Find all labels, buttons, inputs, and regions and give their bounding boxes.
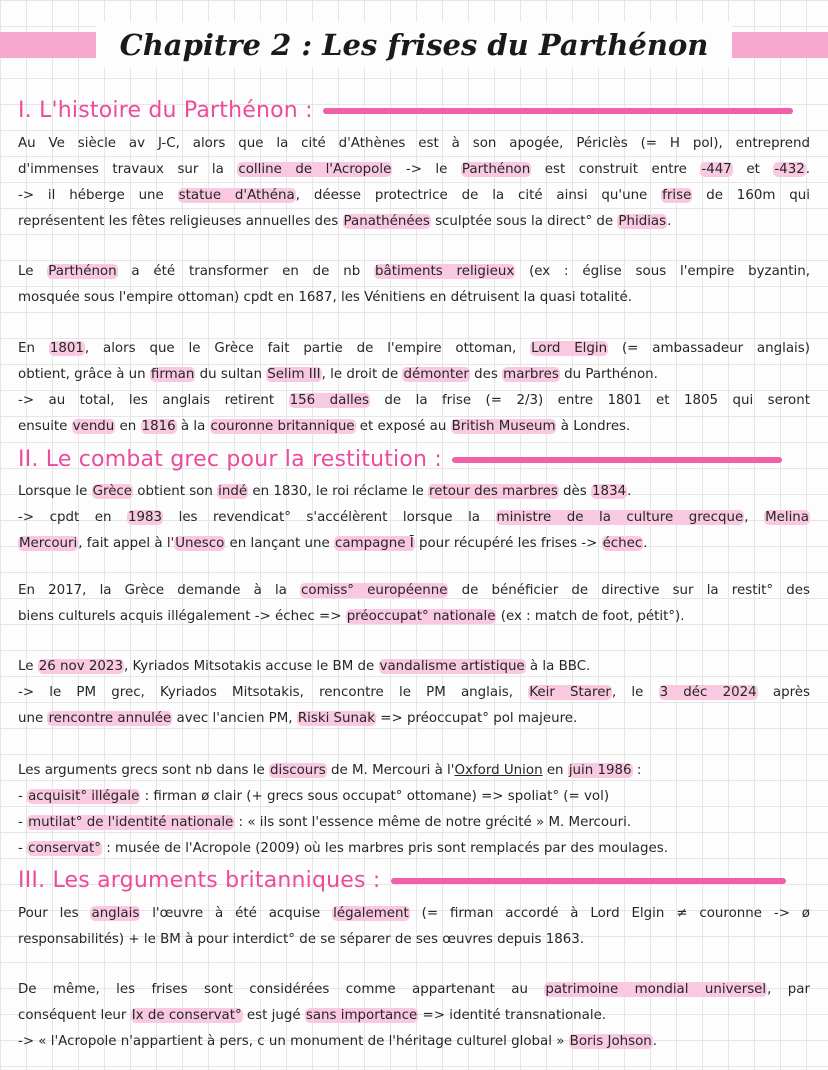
highlighted-text: Keir Starer xyxy=(529,685,611,700)
heading-underline xyxy=(323,108,793,114)
text-span: obtient son xyxy=(133,484,218,499)
text-line xyxy=(18,901,810,927)
text-line xyxy=(18,131,810,157)
text-span: , fait appel à l' xyxy=(78,536,175,551)
text-span: , par xyxy=(767,982,810,997)
highlighted-text: frise xyxy=(662,188,692,203)
text-span: des xyxy=(469,367,503,382)
highlighted-text: Unesco xyxy=(175,536,225,551)
text-span: , le xyxy=(611,685,659,700)
text-span: (= firman accordé à Lord Elgin ≠ couronne -> ø xyxy=(409,906,810,921)
paragraph xyxy=(18,259,810,311)
text-span: à la BBC. xyxy=(525,659,591,674)
underlined-text: Oxford Union xyxy=(454,763,543,778)
text-span: - xyxy=(18,841,28,856)
text-span: les revendicat° s'accélèrent lorsque la xyxy=(163,510,496,525)
highlighted-text: bâtiments religieux xyxy=(375,264,515,279)
highlighted-text: Lord Elgin xyxy=(531,341,608,356)
list-item xyxy=(18,836,810,862)
text-span: d'immenses travaux sur la xyxy=(18,162,238,177)
highlighted-text: ministre de la culture grecque xyxy=(496,510,744,525)
text-span: représentent les fêtes religieuses annuelles des xyxy=(18,214,343,229)
text-span: -> cpdt en xyxy=(18,510,127,525)
text-span: de bénéficier de directive sur la restit° des xyxy=(448,583,810,598)
text-span: Pour les xyxy=(18,906,91,921)
highlighted-text: statue d'Athéna xyxy=(178,188,295,203)
highlighted-text: 1816 xyxy=(141,419,176,434)
highlighted-text: retour des marbres xyxy=(429,484,558,499)
text-span: en xyxy=(115,419,141,434)
text-span: et xyxy=(732,162,774,177)
highlighted-text: acquisit° illégale xyxy=(28,789,140,804)
text-span: à la xyxy=(176,419,210,434)
text-line xyxy=(18,414,810,440)
paragraph xyxy=(18,654,810,732)
highlighted-text: conservat° xyxy=(28,841,101,856)
text-line xyxy=(18,1029,810,1055)
text-span: -> le PM grec, Kyriados Mitsotakis, rencontre le PM anglais, xyxy=(18,685,529,700)
highlighted-text: vendu xyxy=(72,419,115,434)
text-span: conséquent leur xyxy=(18,1008,131,1023)
paragraph xyxy=(18,758,810,862)
text-line xyxy=(18,209,810,235)
text-span: : « ils sont l'essence même de notre grécité » M. Mercouri. xyxy=(234,815,632,830)
highlighted-text: vandalisme artistique xyxy=(379,659,525,674)
text-line xyxy=(18,927,810,953)
section-heading-text: III. Les arguments britanniques : xyxy=(18,868,381,893)
text-line xyxy=(18,362,810,388)
text-span: en xyxy=(542,763,568,778)
text-line xyxy=(18,479,810,505)
highlighted-text: 1834 xyxy=(592,484,627,499)
list-item xyxy=(18,810,810,836)
text-line xyxy=(18,388,810,414)
text-span: -> le xyxy=(392,162,461,177)
text-line xyxy=(18,604,810,630)
text-span: -> il héberge une xyxy=(18,188,178,203)
text-line xyxy=(18,157,810,183)
text-span: (= ambassadeur anglais) xyxy=(608,341,810,356)
highlighted-text: comiss° européenne xyxy=(301,583,448,598)
highlighted-text: démonter xyxy=(403,367,469,382)
paragraph xyxy=(18,901,810,953)
text-line xyxy=(18,1003,810,1029)
text-line xyxy=(18,183,810,209)
text-span: . xyxy=(667,214,672,229)
highlighted-text: sans importance xyxy=(305,1008,418,1023)
text-line xyxy=(18,336,810,362)
highlighted-text: anglais xyxy=(91,906,140,921)
highlighted-text: Phidias xyxy=(618,214,667,229)
text-span: de 160m qui xyxy=(692,188,810,203)
highlighted-text: rencontre annulée xyxy=(48,711,172,726)
highlighted-text: patrimoine mondial universel xyxy=(545,982,767,997)
highlighted-text: Panathénées xyxy=(343,214,430,229)
highlighted-text: Melina xyxy=(765,510,809,525)
text-line xyxy=(18,758,810,784)
highlighted-text: campagne Ī xyxy=(334,536,414,551)
text-span: . xyxy=(643,536,648,551)
highlighted-text: marbres xyxy=(503,367,559,382)
text-span: , Kyriados Mitsotakis accuse le BM de xyxy=(123,659,379,674)
text-line xyxy=(18,706,810,732)
text-span: => identité transnationale. xyxy=(418,1008,607,1023)
text-span: en 1830, le roi réclame le xyxy=(248,484,428,499)
text-span: sculptée sous la direct° de xyxy=(430,214,618,229)
text-span: du sultan xyxy=(195,367,267,382)
highlighted-text: 1801 xyxy=(49,341,84,356)
text-span: : musée de l'Acropole (2009) où les marbres pris sont remplacés par des moulages. xyxy=(101,841,668,856)
highlighted-text: préoccupat° nationale xyxy=(346,609,496,624)
text-line xyxy=(18,259,810,285)
highlighted-text: mutilat° de l'identité nationale xyxy=(28,815,234,830)
section-heading-3 xyxy=(18,868,786,893)
text-span: . xyxy=(652,1034,658,1049)
highlighted-text: indé xyxy=(218,484,248,499)
section-heading-text: I. L'histoire du Parthénon : xyxy=(18,98,313,123)
highlighted-text: juin 1986 xyxy=(568,763,632,778)
text-span: avec l'ancien PM, xyxy=(172,711,297,726)
highlighted-text: firman xyxy=(150,367,195,382)
paragraph xyxy=(18,131,810,235)
paragraph xyxy=(18,336,810,440)
highlighted-text: -432 xyxy=(774,162,805,177)
highlighted-text: échec xyxy=(602,536,643,551)
text-span: - xyxy=(18,789,28,804)
text-span: . xyxy=(805,162,810,177)
text-span: , déesse protectrice de la cité ainsi qu'une xyxy=(295,188,662,203)
text-line xyxy=(18,531,810,557)
text-span: après xyxy=(757,685,810,700)
highlighted-text: discours xyxy=(270,763,326,778)
text-span: En xyxy=(18,341,49,356)
highlighted-text: 3 déc 2024 xyxy=(659,685,757,700)
text-line xyxy=(18,977,810,1003)
highlighted-text: 156 dalles xyxy=(289,393,369,408)
title-bar xyxy=(0,22,828,68)
text-span: , xyxy=(744,510,765,525)
text-span: a été transformer en de nb xyxy=(117,264,375,279)
text-span: mosquée sous l'empire ottoman) cpdt en 1687, les Vénitiens en détruisent la quasi totalité. xyxy=(18,290,632,305)
text-span: et exposé au xyxy=(355,419,451,434)
highlighted-text: Grèce xyxy=(92,484,133,499)
text-span: (ex : église sous l'empire byzantin, xyxy=(515,264,810,279)
highlighted-text: Ix de conservat° xyxy=(131,1008,242,1023)
highlighted-text: -447 xyxy=(701,162,732,177)
text-span: => préoccupat° pol majeure. xyxy=(376,711,578,726)
highlighted-text: Parthénon xyxy=(461,162,531,177)
highlighted-text: Boris Johson xyxy=(569,1034,652,1049)
text-span: dès xyxy=(558,484,592,499)
text-span: est construit entre xyxy=(531,162,701,177)
paragraph xyxy=(18,578,810,630)
page-title: Chapitre 2 : Les frises du Parthénon xyxy=(96,22,732,68)
text-span: de la frise (= 2/3) entre 1801 et 1805 qui seront xyxy=(369,393,810,408)
paragraph xyxy=(18,977,810,1055)
text-span: est jugé xyxy=(242,1008,305,1023)
text-span: Lorsque le xyxy=(18,484,92,499)
heading-underline xyxy=(391,878,786,884)
section-heading-2 xyxy=(18,447,782,472)
text-span: Les arguments grecs sont nb dans le xyxy=(18,763,270,778)
text-span: à Londres. xyxy=(556,419,631,434)
text-span: pour récupéré les frises -> xyxy=(414,536,602,551)
text-span: Le xyxy=(18,264,48,279)
text-line xyxy=(18,654,810,680)
section-heading-text: II. Le combat grec pour la restitution : xyxy=(18,447,442,472)
highlighted-text: British Museum xyxy=(451,419,556,434)
text-span: en lançant une xyxy=(225,536,334,551)
highlighted-text: colline de l'Acropole xyxy=(238,162,392,177)
text-span: ensuite xyxy=(18,419,72,434)
text-span: -> au total, les anglais retirent xyxy=(18,393,289,408)
text-span: biens culturels acquis illégalement -> échec => xyxy=(18,609,346,624)
text-span: l'œuvre à été acquise xyxy=(140,906,333,921)
text-span: du Parthénon. xyxy=(559,367,658,382)
text-span: : firman ø clair (+ grecs sous occupat° ottomane) => spoliat° (= vol) xyxy=(140,789,610,804)
text-span: (ex : match de foot, pétit°). xyxy=(496,609,685,624)
section-heading-1 xyxy=(18,98,793,123)
highlighted-text: 26 nov 2023 xyxy=(38,659,123,674)
text-span: de M. Mercouri à l' xyxy=(326,763,455,778)
text-span: En 2017, la Grèce demande à la xyxy=(18,583,301,598)
text-span: - xyxy=(18,815,28,830)
text-span: . xyxy=(627,484,632,499)
text-line xyxy=(18,680,810,706)
text-span: Le xyxy=(18,659,38,674)
text-span: responsabilités) + le BM à pour interdict° de se séparer de ses œuvres depuis 1863. xyxy=(18,932,585,947)
highlighted-text: couronne britannique xyxy=(210,419,355,434)
text-span: une xyxy=(18,711,48,726)
text-span: , alors que le Grèce fait partie de l'empire ottoman, xyxy=(84,341,531,356)
highlighted-text: Mercouri xyxy=(19,536,78,551)
text-span: : xyxy=(632,763,642,778)
text-line xyxy=(18,578,810,604)
text-span: -> « l'Acropole n'appartient à pers, c un monument de l'héritage culturel global » xyxy=(18,1034,569,1049)
list-item xyxy=(18,784,810,810)
text-span: obtient, grâce à un xyxy=(18,367,150,382)
highlighted-text: Riski Sunak xyxy=(297,711,375,726)
heading-underline xyxy=(452,457,782,463)
highlighted-text: légalement xyxy=(333,906,409,921)
highlighted-text: Parthénon xyxy=(48,264,117,279)
highlighted-text: Selim III xyxy=(267,367,321,382)
text-span: Au Ve siècle av J-C, alors que la cité d'Athènes est à son apogée, Périclès (= H pol), entreprend xyxy=(18,136,810,151)
text-span: , le droit de xyxy=(321,367,403,382)
text-line xyxy=(18,285,810,311)
text-line xyxy=(18,505,810,531)
text-span: De même, les frises sont considérées comme appartenant au xyxy=(18,982,545,997)
highlighted-text: 1983 xyxy=(127,510,163,525)
paragraph xyxy=(18,479,810,557)
